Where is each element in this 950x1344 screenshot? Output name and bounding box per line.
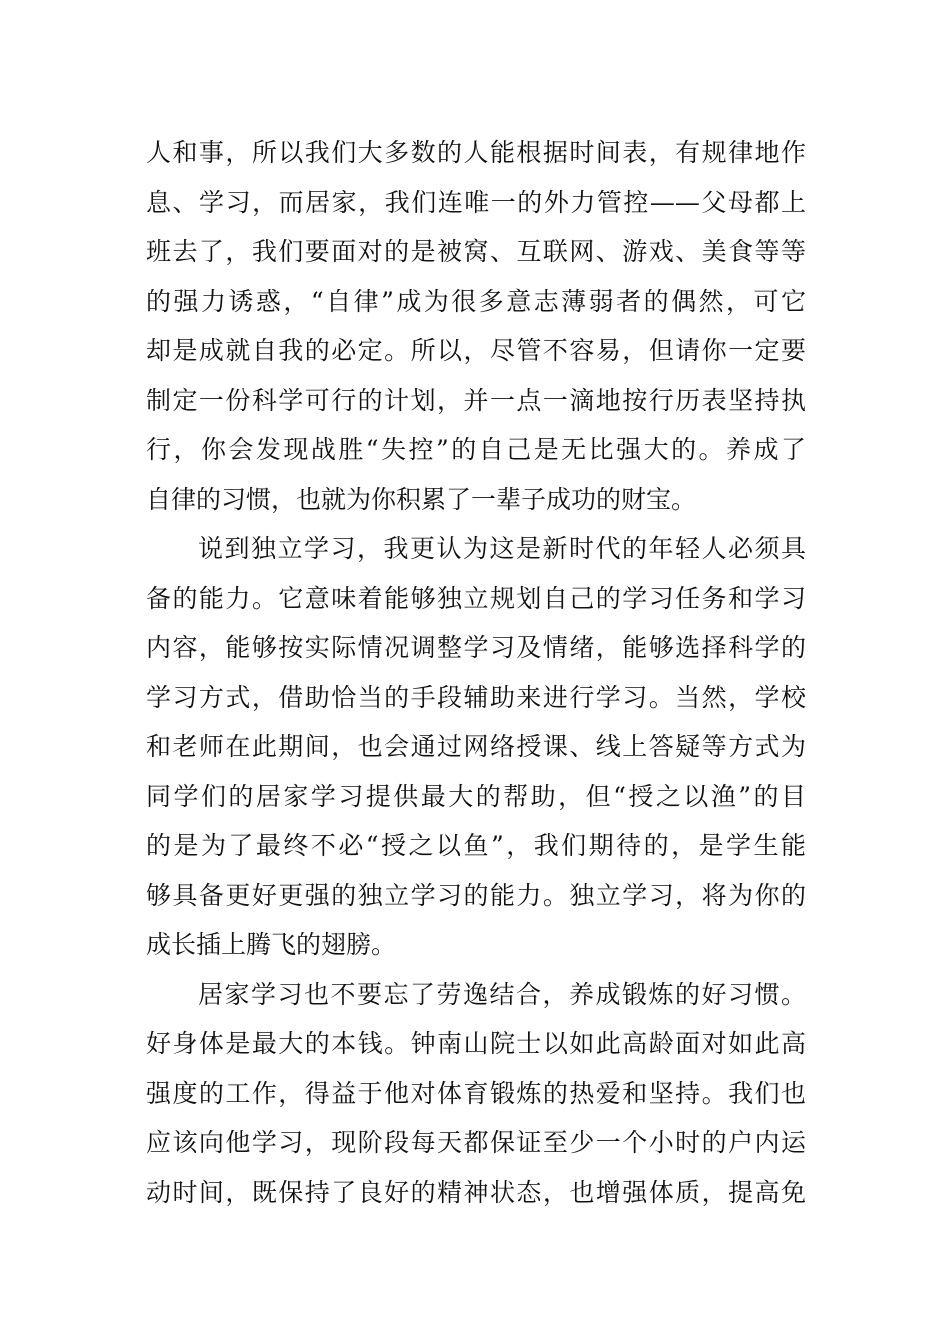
text-line: 和老师在此期间，也会通过网络授课、线上答疑等方式为 — [146, 732, 806, 761]
text-line: 强度的工作，得益于他对体育锻炼的热爱和坚持。我们也 — [146, 1078, 806, 1108]
document-page — [146, 128, 806, 1217]
text-line: 自律的习惯，也就为你积累了一辈子成功的财宝。 — [146, 484, 697, 514]
text-line: 行，你会发现战胜“失控”的自己是无比强大的。养成了 — [146, 435, 806, 464]
text-line: 却是成就自我的必定。所以，尽管不容易，但请你一定要 — [146, 336, 806, 365]
text-line: 的强力诱惑，“自律”成为很多意志薄弱者的偶然，可它 — [146, 286, 806, 316]
text-line: 成长插上腾飞的翅膀。 — [146, 930, 397, 959]
paragraph-exercise — [146, 970, 806, 1218]
text-line: 动时间，既保持了良好的精神状态，也增强体质，提高免 — [146, 1177, 806, 1207]
text-line: 居家学习也不要忘了劳逸结合，养成锻炼的好习惯。 — [198, 979, 806, 1009]
text-line: 够具备更好更强的独立学习的能力。独立学习，将为你的 — [146, 880, 806, 910]
text-line: 的是为了最终不必“授之以鱼”，我们期待的，是学生能 — [146, 831, 806, 860]
text-line: 人和事，所以我们大多数的人能根据时间表，有规律地作 — [146, 138, 806, 167]
text-line: 应该向他学习，现阶段每天都保证至少一个小时的户内运 — [146, 1128, 806, 1157]
text-line: 好身体是最大的本钱。钟南山院士以如此高龄面对如此高 — [146, 1029, 806, 1058]
paragraph-self-discipline — [146, 128, 806, 524]
paragraph-independent-learning — [146, 524, 806, 970]
text-line: 说到独立学习，我更认为这是新时代的年轻人必须具 — [198, 534, 806, 563]
text-line: 制定一份科学可行的计划，并一点一滴地按行历表坚持执 — [146, 385, 806, 415]
text-line: 班去了，我们要面对的是被窝、互联网、游戏、美食等等 — [146, 237, 806, 266]
text-line: 息、学习，而居家，我们连唯一的外力管控——父母都上 — [146, 187, 806, 217]
text-line: 备的能力。它意味着能够独立规划自己的学习任务和学习 — [146, 583, 806, 613]
text-line: 同学们的居家学习提供最大的帮助，但“授之以渔”的目 — [146, 781, 806, 811]
text-line: 内容，能够按实际情况调整学习及情绪，能够选择科学的 — [146, 633, 806, 662]
text-line: 学习方式，借助恰当的手段辅助来进行学习。当然，学校 — [146, 682, 806, 712]
